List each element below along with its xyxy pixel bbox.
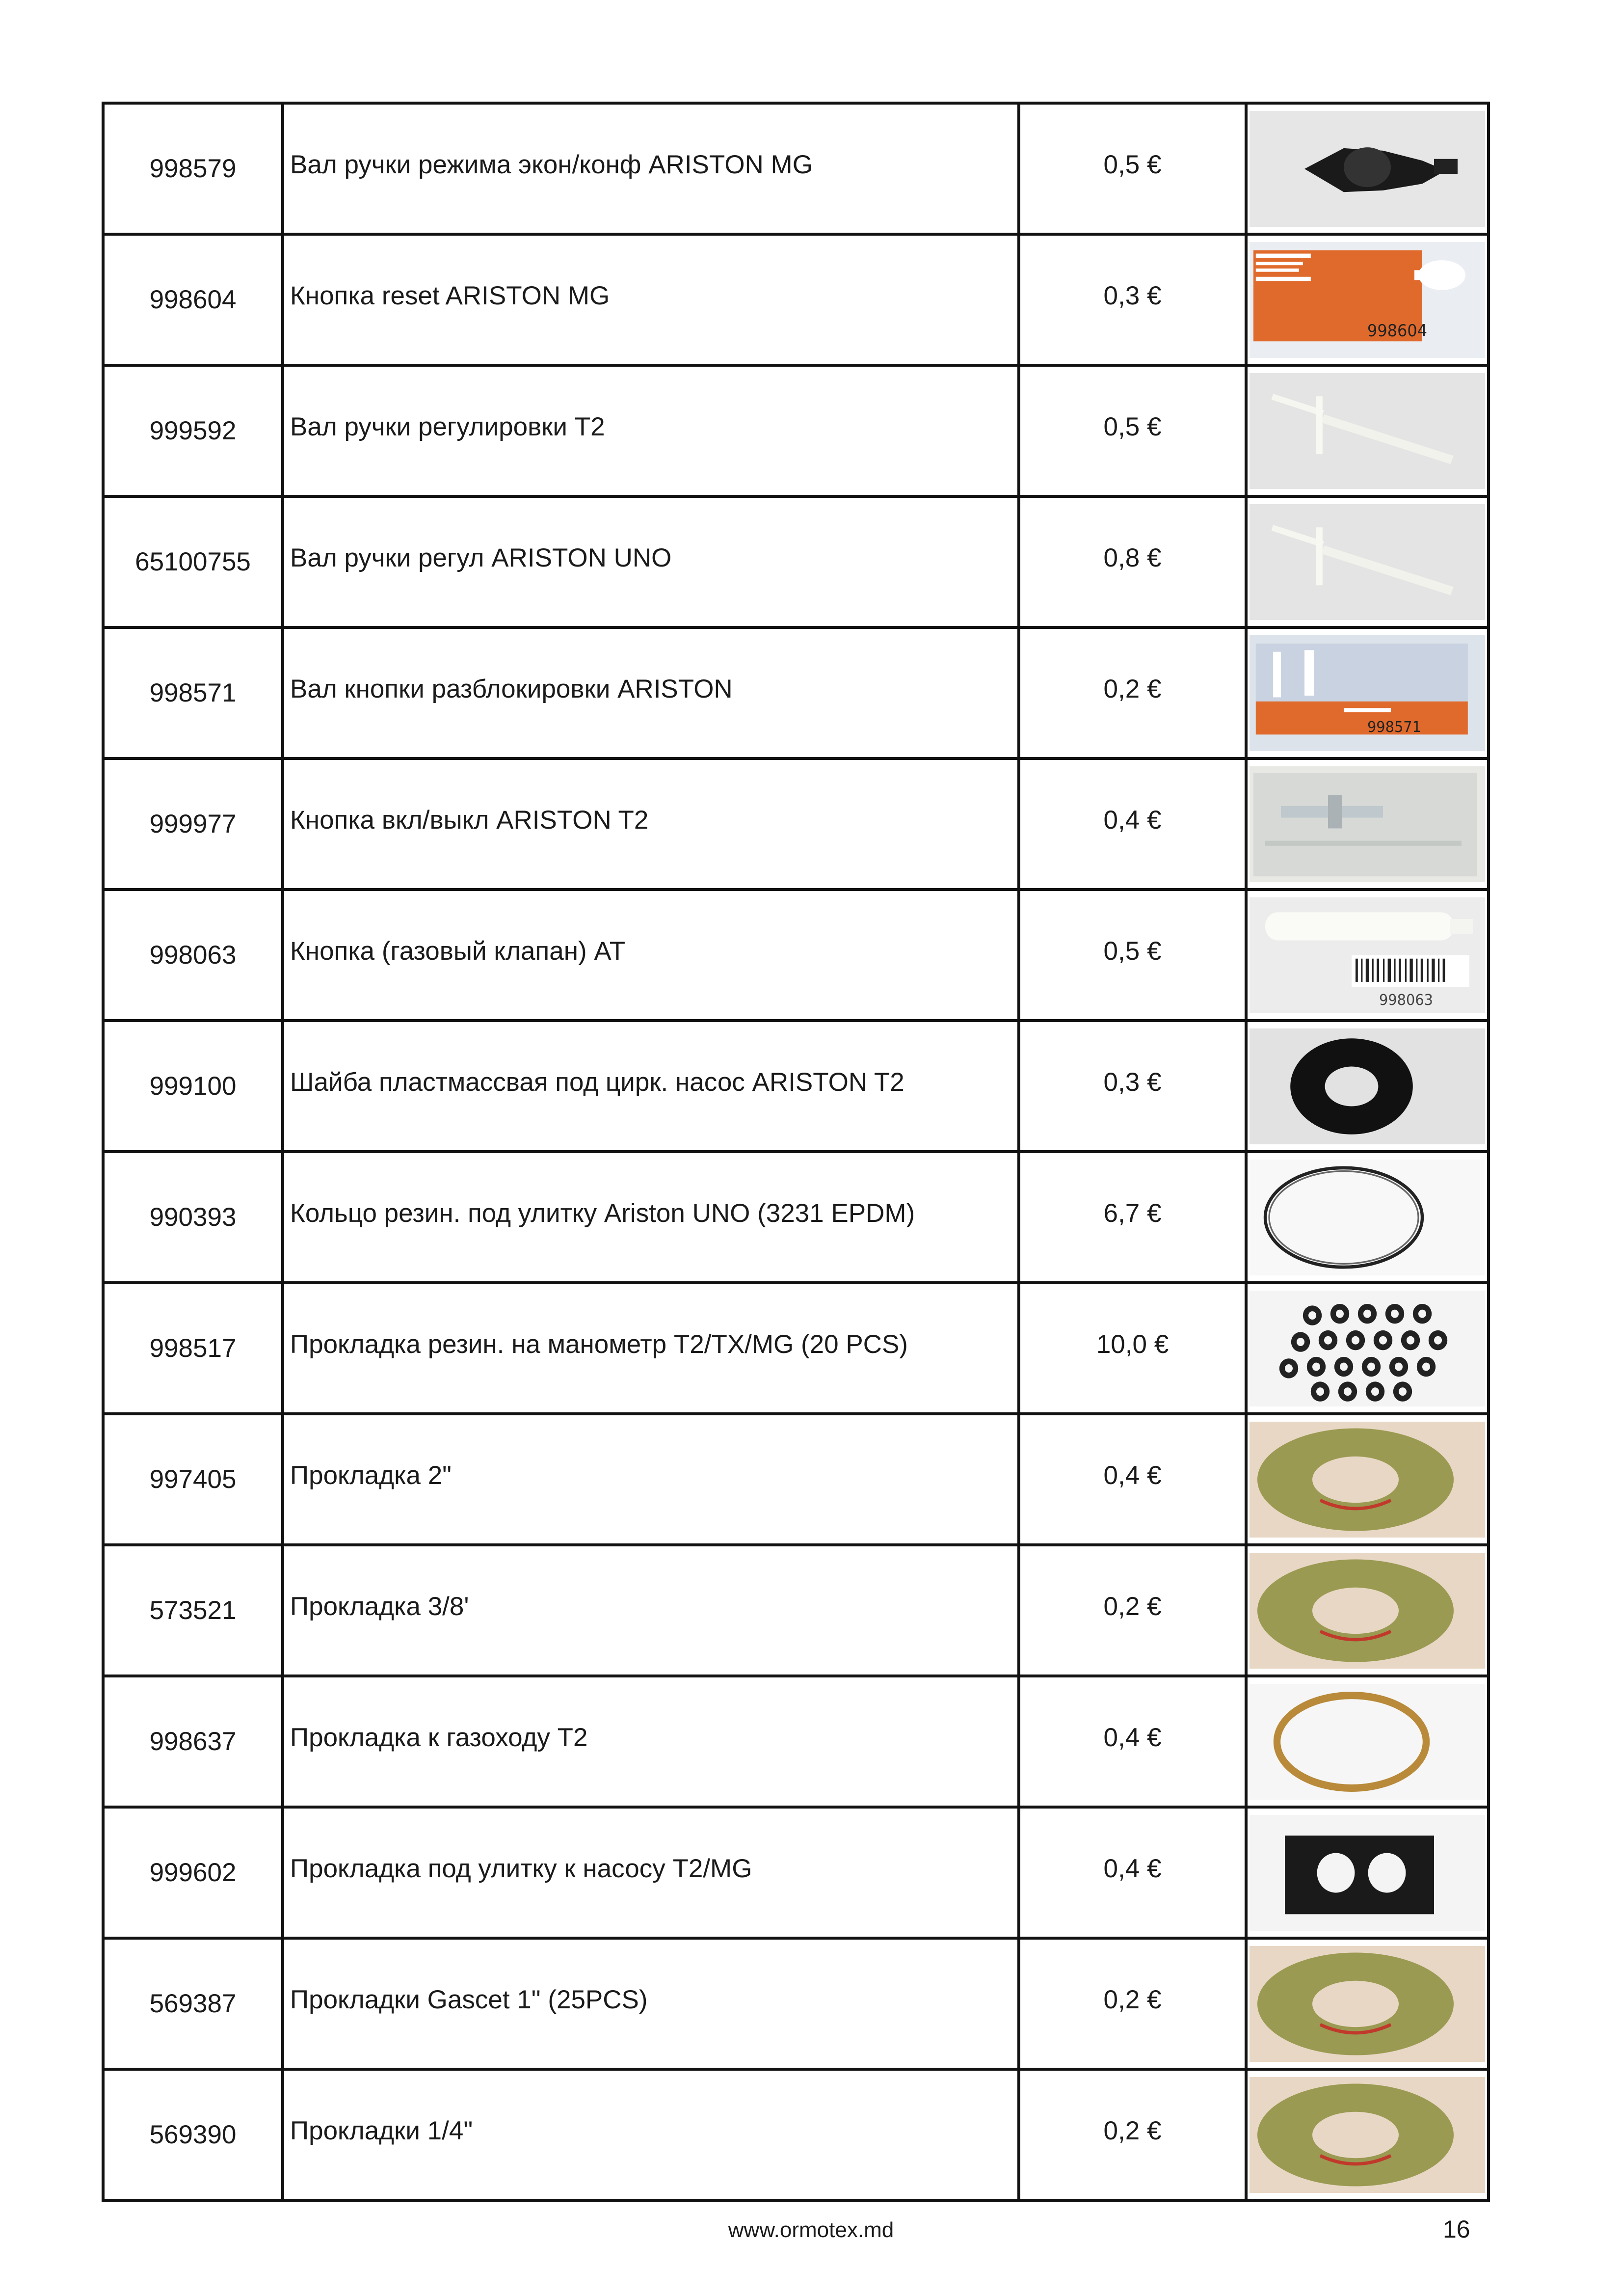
part-code: 65100755 [103, 496, 283, 627]
part-code: 998637 [103, 1676, 283, 1807]
part-name: Вал ручки регулировки Т2 [283, 365, 1019, 496]
part-code: 998579 [103, 103, 283, 234]
part-price: 10,0 € [1019, 1283, 1246, 1414]
part-code: 573521 [103, 1545, 283, 1676]
part-name: Прокладки 1/4" [283, 2069, 1019, 2200]
table-row [103, 496, 1489, 627]
part-code: 990393 [103, 1152, 283, 1283]
table-row [103, 103, 1489, 234]
black-shaft-knob-photo [1250, 111, 1485, 227]
part-name: Кольцо резин. под улитку Ariston UNO (3231 EPDM) [283, 1152, 1019, 1283]
part-photo-cell [1246, 890, 1489, 1021]
part-name: Прокладка под улитку к насосу T2/MG [283, 1807, 1019, 1938]
part-name: Прокладка 3/8' [283, 1545, 1019, 1676]
fiber-gasket-photo [1250, 2077, 1485, 2193]
part-code: 998604 [103, 234, 283, 365]
part-name: Прокладка резин. на манометр T2/TX/MG (20 PCS) [283, 1283, 1019, 1414]
bagged-button-photo [1250, 766, 1485, 882]
black-washer-photo [1250, 1028, 1485, 1144]
white-shaft-photo [1250, 373, 1485, 489]
thin-ring-gasket-photo [1250, 1684, 1485, 1800]
part-price: 0,4 € [1019, 1807, 1246, 1938]
part-code: 999592 [103, 365, 283, 496]
part-photo-cell [1246, 1283, 1489, 1414]
two-hole-gasket-photo [1250, 1815, 1485, 1931]
page-number: 16 [1443, 2215, 1470, 2243]
fiber-gasket-photo [1250, 1946, 1485, 2062]
table-row [103, 1283, 1489, 1414]
fiber-gasket-photo [1250, 1553, 1485, 1669]
table-row [103, 1938, 1489, 2069]
photo-label-text: 998604 [1367, 320, 1428, 340]
packaged-shaft-photo [1250, 635, 1485, 751]
part-photo-cell [1246, 1676, 1489, 1807]
part-name: Прокладка 2" [283, 1414, 1019, 1545]
part-price: 0,3 € [1019, 1021, 1246, 1152]
footer-website: www.ormotex.md [728, 2218, 894, 2242]
rubber-gaskets-set-photo [1250, 1291, 1485, 1406]
part-code: 998517 [103, 1283, 283, 1414]
part-photo-cell [1246, 2069, 1489, 2200]
part-price: 0,5 € [1019, 365, 1246, 496]
packaged-reset-button-photo [1250, 242, 1485, 358]
part-photo-cell [1246, 1414, 1489, 1545]
part-photo-cell [1246, 103, 1489, 234]
part-photo-cell [1246, 1938, 1489, 2069]
photo-label-text: 998571 [1367, 718, 1421, 735]
part-name: Вал кнопки разблокировки ARISTON [283, 627, 1019, 758]
part-code: 998063 [103, 890, 283, 1021]
part-price: 0,4 € [1019, 1676, 1246, 1807]
part-price: 0,2 € [1019, 627, 1246, 758]
part-name: Кнопка reset ARISTON MG [283, 234, 1019, 365]
parts-price-table [102, 102, 1490, 2202]
parts-rows [103, 103, 1489, 2200]
part-photo-cell [1246, 1021, 1489, 1152]
part-code: 999100 [103, 1021, 283, 1152]
table-row [103, 1152, 1489, 1283]
table-row [103, 1021, 1489, 1152]
part-price: 0,4 € [1019, 1414, 1246, 1545]
white-button-barcode-photo [1250, 897, 1485, 1013]
part-code: 997405 [103, 1414, 283, 1545]
table-row [103, 2069, 1489, 2200]
table-row [103, 627, 1489, 758]
part-price: 0,2 € [1019, 2069, 1246, 2200]
part-code: 999977 [103, 758, 283, 890]
part-name: Вал ручки режима экон/конф ARISTON MG [283, 103, 1019, 234]
table-row [103, 1676, 1489, 1807]
photo-label-text: 998063 [1379, 991, 1433, 1008]
part-price: 0,8 € [1019, 496, 1246, 627]
part-name: Шайба пластмассвая под цирк. насос ARISTON T2 [283, 1021, 1019, 1152]
table-row [103, 365, 1489, 496]
part-code: 569387 [103, 1938, 283, 2069]
part-photo-cell [1246, 365, 1489, 496]
part-price: 0,5 € [1019, 103, 1246, 234]
white-shaft-photo [1250, 504, 1485, 620]
part-photo-cell [1246, 758, 1489, 890]
part-price: 0,3 € [1019, 234, 1246, 365]
part-price: 6,7 € [1019, 1152, 1246, 1283]
part-price: 0,2 € [1019, 1545, 1246, 1676]
table-row [103, 890, 1489, 1021]
part-photo-cell [1246, 234, 1489, 365]
part-photo-cell [1246, 627, 1489, 758]
part-name: Прокладка к газоходу Т2 [283, 1676, 1019, 1807]
part-price: 0,4 € [1019, 758, 1246, 890]
part-code: 569390 [103, 2069, 283, 2200]
part-photo-cell [1246, 496, 1489, 627]
part-name: Прокладки Gascet 1" (25PCS) [283, 1938, 1019, 2069]
part-code: 999602 [103, 1807, 283, 1938]
table-row [103, 758, 1489, 890]
part-name: Кнопка вкл/выкл ARISTON T2 [283, 758, 1019, 890]
rubber-ring-photo [1250, 1160, 1485, 1275]
table-row [103, 234, 1489, 365]
part-price: 0,2 € [1019, 1938, 1246, 2069]
table-row [103, 1545, 1489, 1676]
table-row [103, 1807, 1489, 1938]
part-photo-cell [1246, 1545, 1489, 1676]
part-photo-cell [1246, 1152, 1489, 1283]
part-name: Кнопка (газовый клапан) AT [283, 890, 1019, 1021]
fiber-gasket-photo [1250, 1422, 1485, 1538]
part-code: 998571 [103, 627, 283, 758]
part-photo-cell [1246, 1807, 1489, 1938]
part-price: 0,5 € [1019, 890, 1246, 1021]
table-row [103, 1414, 1489, 1545]
part-name: Вал ручки регул ARISTON UNO [283, 496, 1019, 627]
